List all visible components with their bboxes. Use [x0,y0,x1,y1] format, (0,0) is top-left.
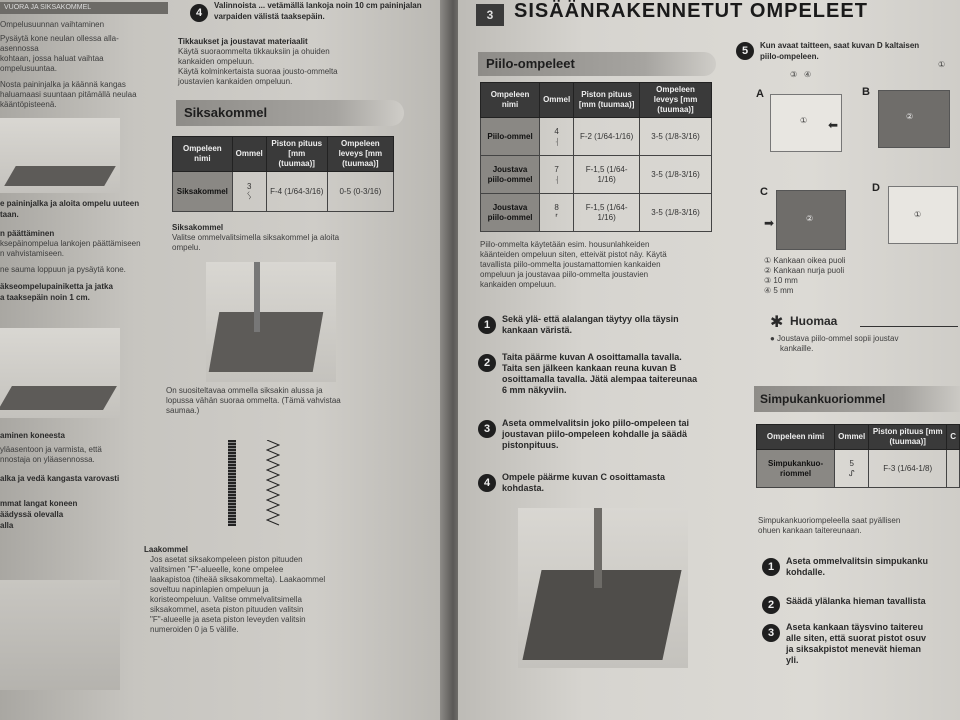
divider [860,326,958,327]
stitch-code: 7 [554,164,559,174]
fabric-shape [522,570,681,660]
left-col-line: alla [0,521,14,530]
step-4-number: 4 [190,4,208,22]
diagram-b [878,90,950,148]
piilo-intro [480,240,730,290]
step-line: 6 mm näkyviin. [502,385,567,395]
step-line: Ompele päärme kuvan C osoittamasta [502,472,666,482]
diagram-callout: ① [800,116,808,125]
left-column-text-3 [0,430,150,531]
table-cell-length: F-1,5 (1/64-1/16) [574,194,640,232]
diagram-callout: ② [806,214,814,223]
table-cell-width: 0-5 (0-3/16) [327,172,393,212]
laako-line: koristeompeluun. Valitse ommelvalitsimella [150,595,302,604]
table-cell-name: Joustava piilo-ommel [481,194,540,232]
siksakommel-section-title: Siksakommel [176,100,404,126]
stitch-code: 3 [246,181,252,191]
table-cell-stitch [540,194,574,232]
left-col-line: äkseompelupainiketta ja jatka [0,282,113,291]
intro-line: ohuen kankaan taitereunaan. [758,526,862,535]
stitch-code: 8 [554,202,559,212]
step-5-text [760,40,960,62]
laako-line: laakapistoa (tiheää siksakommelta). Laakaommel [150,575,326,584]
diagram-d [888,186,958,244]
legend-item: ① Kankaan oikea puoli [764,256,846,265]
left-column-text-2 [0,198,150,303]
diagram-callout: ④ [804,70,812,79]
left-col-line: Nosta paininjalka ja käännä kangas [0,80,126,89]
left-column-text [0,20,150,110]
step-2-number: 2 [478,354,496,372]
intro-line: tavallista piilo-ommelta joustamattomien kankaiden [480,260,661,269]
laakommel-section [144,544,414,635]
table-header: Ompeleen nimi [173,137,233,172]
table-header: Piston pituus [mm (tuumaa)] [266,137,327,172]
table-cell-name: Joustava piilo-ommel [481,156,540,194]
table-cell-length: F-2 (1/64-1/16) [574,118,640,156]
table-header: Ompeleen nimi [481,83,540,118]
table-header: Ompeleen leveys [mm (tuumaa)] [327,137,393,172]
diagram-label-c: C [760,186,768,198]
step-line: yli. [786,655,799,665]
table-cell-name: Simpukankuo- riommel [757,450,835,488]
satin-stitch-sample [228,440,236,526]
step-5-number: 5 [736,42,754,60]
table-cell-stitch [540,156,574,194]
laako-line: "F"-alueelle ja aseta piston leveyden valitsin [150,615,306,624]
left-col-line: äädyssä olevalla [0,510,64,519]
arrow-left-icon: ⬅ [828,118,839,132]
step-line: osoittamalla tavalla. Jätä alempaa taitereunaa [502,374,698,384]
table-header: Piston pituus [mm (tuumaa)] [869,425,947,450]
table-header: Ompeleen leveys [mm (tuumaa)] [640,83,712,118]
legend-item: ④ 5 mm [764,286,794,295]
table-cell-width: 3-5 (1/8-3/16) [640,156,712,194]
needle-shape [594,508,602,588]
laako-line: valitsimen "F"-alueelle, kone ompelee [150,565,284,574]
fabric-shape [209,312,324,372]
diagram-legend [764,256,954,296]
step-line: joustavan piilo-ompeleen kohdalle ja säädä [502,429,688,439]
legend-item: ③ 10 mm [764,276,798,285]
table-header: Ompeleen nimi [757,425,835,450]
left-col-line: kääntöpisteenä. [0,100,57,109]
simpukka-step-3-text [786,622,960,666]
step-line: Taita päärme kuvan A osoittamalla tavalla. [502,352,682,362]
step-4-text [214,0,434,22]
tikkaukset-section [178,36,428,87]
left-col-line: a taaksepäin noin 1 cm. [0,293,90,302]
huomaa-line: kankaille. [780,344,814,353]
shell-stitch-icon: ᔑ [848,468,855,478]
note-icon: ✱ [770,314,784,331]
blind-stitch-icon: ⸡ [554,136,559,146]
table-cell-stitch [540,118,574,156]
siksakommel-instructions [172,222,422,253]
step-line: Valinnoista ... vetämällä lankoja noin 10 cm paininjalan [214,1,422,10]
left-page [0,0,450,720]
siksak-heading: Siksakommel [172,223,224,232]
step-line: Aseta ommelvalitsin joko piilo-ompeleen tai [502,418,690,428]
step-line: Sekä ylä- että alalangan täytyy olla täysin [502,314,679,324]
left-col-line: ne sauma loppuun ja pysäytä kone. [0,265,126,274]
simpukka-step-3-number: 3 [762,624,780,642]
step-line: kankaan väristä. [502,325,573,335]
machine-illustration [0,580,120,690]
left-col-line: taan. [0,210,19,219]
diagram-callout: ① [938,60,946,69]
caption-line: On suositeltavaa ommella siksakin alussa ja [166,386,323,395]
intro-line: käänteiden ompeluun siten, etteivät pistot näy. Käytä [480,250,667,259]
table-header: Ommel [835,425,869,450]
intro-line: kankaiden ompeluun. [480,280,557,289]
piilo-table [480,82,712,232]
left-col-line: alka ja vedä kangasta varovasti [0,474,120,483]
step-line: alle siten, että suorat pistot osuv [786,633,927,643]
huomaa-title: Huomaa [790,314,838,328]
table-cell-name: Siksakommel [173,172,233,212]
left-col-line: Pysäytä kone neulan ollessa alla-asennossa [0,34,119,53]
left-col-line: mmat langat koneen [0,499,78,508]
huomaa-text [770,334,960,354]
simpukka-step-1-text [786,556,960,578]
step-line: varpaiden välistä taaksepäin. [214,12,325,21]
table-cell-width [947,450,960,488]
chapter-number: 3 [476,4,504,26]
siksakommel-table [172,136,394,212]
right-page [458,0,960,720]
chapter-title: SISÄÄNRAKENNETUT OMPELEET [514,0,868,22]
step-4-text [502,472,732,494]
diagram-callout: ② [906,112,914,121]
step-line: Aseta kankaan täysvino taitereu [786,622,924,632]
diagram-label-d: D [872,182,880,194]
tikkaukset-line: kankaiden ompeluun. [178,57,255,66]
siksak-sewing-illustration [206,262,336,382]
table-cell-stitch [232,172,266,212]
table-cell-length: F-1,5 (1/64-1/16) [574,156,640,194]
siksak-line: ompelu. [172,243,201,252]
tikkaukset-heading: Tikkaukset ja joustavat materiaalit [178,37,308,46]
piilo-sewing-illustration [518,508,688,668]
zigzag-stitch-icon [266,440,280,526]
left-col-line: nnostaja on yläasennossa. [0,455,95,464]
simpukka-intro [758,516,960,536]
tikkaukset-line: Käytä suoraommelta tikkauksiin ja ohuiden [178,47,330,56]
sewing-illustration-1 [0,118,120,193]
zigzag-stitch-icon: ᛊ [246,190,253,202]
sewing-illustration-2 [0,328,120,418]
table-cell-width: 3-5 (1/8-3/16) [640,118,712,156]
tikkaukset-line: joustavien kankaiden ompeluun. [178,77,293,86]
intro-line: Simpukankuoriompeleella saat pyällisen [758,516,901,525]
needle-shape [254,262,260,332]
step-4-number: 4 [478,474,496,492]
left-col-line: e paininjalka ja aloita ompelu uuteen [0,199,140,208]
siksak-caption [166,386,396,416]
simpukka-step-2-number: 2 [762,596,780,614]
table-header: Piston pituus [mm (tuumaa)] [574,83,640,118]
step-line: Kun avaat taitteen, saat kuvan D kaltaisen [760,41,920,50]
siksak-line: Valitse ommelvalitsimella siksakommel ja aloita [172,233,340,242]
laako-line: Jos asetat siksakompeleen piston pituuden [150,555,303,564]
huomaa-line: ● Joustava piilo-ommel sopii joustav [770,334,899,343]
step-line: ja siksakpistot menevät hieman [786,644,922,654]
caption-line: lopussa vähän suoraa ommelta. (Tämä vahvistaa [166,396,341,405]
left-col-line: aminen koneesta [0,431,65,440]
simpukka-step-2-text [786,596,960,607]
step-3-number: 3 [478,420,496,438]
step-line: Aseta ommelvalitsin simpukanku [786,556,929,566]
laakommel-heading: Laakommel [144,545,189,554]
step-line: kohdasta. [502,483,545,493]
diagram-callout: ① [914,210,922,219]
left-col-line: haluamaasi suuntaan pitämällä neulaa [0,90,137,99]
laako-line: soveltuu napinlapien ompeluun ja [150,585,269,594]
tikkaukset-line: Käytä kolminkertaista suoraa jousto-ommelta [178,67,338,76]
step-1-text [502,314,732,336]
step-line: Säädä ylälanka hieman tavallista [786,596,926,606]
left-col-line: n päättäminen [0,229,55,238]
left-col-line: ksepäinompelua lankojen päättämiseen [0,239,141,248]
step-3-text [502,418,732,451]
left-col-line: yläasentoon ja varmista, että [0,445,102,454]
step-line: pistonpituus. [502,440,559,450]
table-cell-length: F-3 (1/64-1/8) [869,450,947,488]
step-2-text [502,352,732,396]
intro-line: ompeluun ja joustavaa piilo-ommelta joustavien [480,270,649,279]
simpukka-step-1-number: 1 [762,558,780,576]
table-header: C [947,425,960,450]
laako-line: siksakommel, aseta piston pituuden valitsin [150,605,304,614]
step-line: piilo-ompeleen. [760,52,819,61]
table-cell-width: 3-5 (1/8-3/16) [640,194,712,232]
stretch-blind-stitch-icon: ⸢ [555,212,559,222]
stretch-blind-stitch-icon: ⸡ [554,174,559,184]
piilo-section-title: Piilo-ompeleet [478,52,716,76]
stitch-code: 5 [849,458,854,468]
laako-line: numeroiden 0 ja 5 välille. [150,625,239,634]
left-col-line: Ompelusuunnan vaihtaminen [0,20,105,29]
table-header: Ommel [540,83,574,118]
arrow-right-icon: ➡ [764,216,775,230]
diagram-label-a: A [756,88,764,100]
simpukka-table [756,424,960,488]
caption-line: saumaa.) [166,406,200,415]
stitch-code: 4 [554,126,559,136]
fabric-shape [0,386,117,410]
step-line: Taita sen jälkeen kankaan reuna kuvan B [502,363,677,373]
table-header: Ommel [232,137,266,172]
left-col-line: kohtaan, jossa haluat vaihtaa ompelusuuntaa. [0,54,104,73]
zigzag-stitch-sample [266,440,280,526]
table-cell-length: F-4 (1/64-3/16) [266,172,327,212]
fabric-shape [4,166,116,186]
left-page-header: VUORA JA SIKSAKOMMEL [0,2,168,14]
diagram-callout: ③ [790,70,798,79]
simpukka-section-title: Simpukankuoriommel [754,386,960,412]
step-1-number: 1 [478,316,496,334]
table-cell-stitch [835,450,869,488]
intro-line: Piilo-ommelta käytetään esim. housunlahkeiden [480,240,650,249]
step-line: kohdalle. [786,567,826,577]
legend-item: ② Kankaan nurja puoli [764,266,845,275]
table-cell-name: Piilo-ommel [481,118,540,156]
diagram-label-b: B [862,86,870,98]
left-col-line: n vahvistamiseen. [0,249,65,258]
